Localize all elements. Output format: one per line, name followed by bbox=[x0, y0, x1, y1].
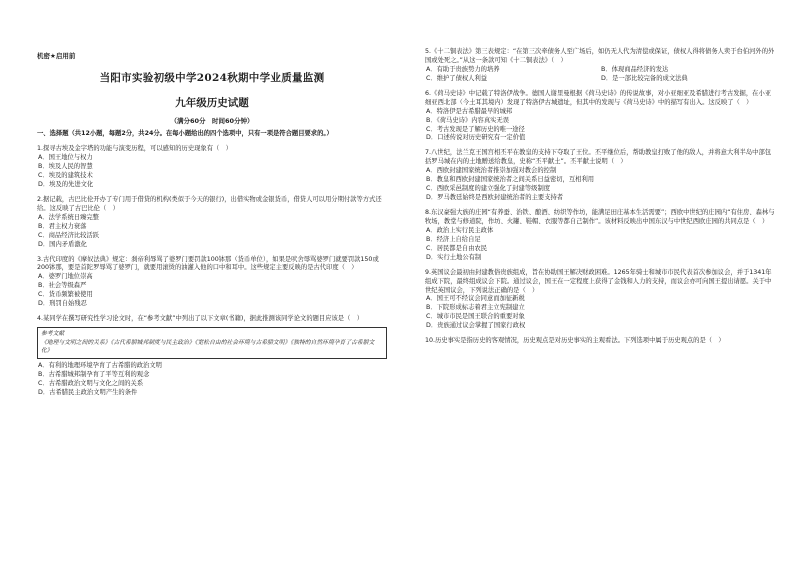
option: C．埃及的建筑技术 bbox=[38, 172, 93, 179]
exam-subtitle: 九年级历史试题 bbox=[175, 97, 249, 110]
option: A．法学系统日臻完整 bbox=[38, 213, 99, 221]
option: D．实行土地公有制 bbox=[426, 253, 482, 261]
question-9 bbox=[425, 269, 775, 332]
option: A．国王地位与权力 bbox=[38, 154, 93, 162]
option: B．社会等级森严 bbox=[38, 282, 87, 290]
option: D．古希腊民主政治文明产生的条件 bbox=[38, 388, 138, 396]
option: C．商品经济比较活跃 bbox=[38, 231, 100, 239]
option: C．考古发现是了解历史的唯一途径 bbox=[426, 125, 525, 133]
option: D．是一部比较完备的成文法典 bbox=[601, 74, 688, 82]
question-5 bbox=[425, 48, 775, 84]
option: A．西欧封建国家统治者推崇加强对教会的控制 bbox=[426, 167, 557, 175]
question-stem: 1.探寻古埃及金字塔的功能与演变历程，可以感知的历史现象有（ ） bbox=[37, 145, 232, 153]
option: D．国内矛盾激化 bbox=[38, 240, 87, 248]
option: C．居民都是自由农民 bbox=[426, 244, 488, 252]
question-2 bbox=[37, 196, 387, 250]
score-time: （满分60分 时间60分钟） bbox=[170, 117, 254, 126]
option: C．西欧采邑制度的建立强化了封建等级制度 bbox=[426, 185, 551, 193]
option: A．特洛伊是古希腊最早的城邦 bbox=[426, 107, 513, 115]
question-stem: 9.英国议会最初由封建教俗贵族组成，旨在协助国王解决财政困难。1265年骑士和城市市民代表首次参加议会，并于1341年组成下院，最终组成议会下院。通过议会，国王在一定程度上获得了金钱和人力的支持，而议会亦可向国王提出请愿。关于中世纪英国议会，下列说法正确的是（ ） bbox=[425, 268, 772, 294]
question-stem: 4.某同学在撰写研究性学习论文时，在“参考文献”中列出了以下文章(书籍)，据此推测该同学论文的题目应该是（ ） bbox=[37, 315, 363, 323]
option: B．教皇和西欧封建国家统治者之间关系日益密切，互相利用 bbox=[426, 176, 595, 184]
option: A．政治上实行民主政体 bbox=[426, 226, 494, 234]
option: A．有助于贵族势力的培养 bbox=[426, 65, 500, 73]
option: C．货币频繁被使用 bbox=[38, 291, 93, 299]
option: D．口述传说对历史研究有一定价值 bbox=[426, 134, 526, 142]
option: B．下院形成标志着君主立宪制建立 bbox=[426, 304, 525, 312]
question-3 bbox=[37, 256, 387, 310]
option: B．经济上自给自足 bbox=[426, 235, 481, 243]
question-stem: 2.据记载，古巴比伦开办了专门用于借贷的机构(类似于今天的银行)，出借实物或金银货币，借贷人可以用分期付款等方式还给。这反映了古巴比伦（ ） bbox=[37, 195, 382, 212]
question-stem: 3.古代印度的《摩奴法典》规定：刹帝利辱骂了婆罗门要罚款100钵那（货币单位），如果是吠舍辱骂婆罗门就要罚款150或200钵那，要是首陀罗辱骂了婆罗门，就要用滚烫的油灌入他的口中和耳中。这些规定主要反映的是古代印度（ ） bbox=[37, 255, 379, 272]
option: B．古希腊城邦制孕育了平等互利的观念 bbox=[38, 371, 150, 379]
option: C．城市市民是国王联合的重要对象 bbox=[426, 313, 525, 321]
secret-label: 机密★启用前 bbox=[37, 52, 76, 60]
option: D．埃及的先进文化 bbox=[38, 180, 94, 188]
question-1 bbox=[37, 145, 387, 190]
question-7 bbox=[425, 149, 775, 203]
option: C．维护了债权人利益 bbox=[426, 74, 488, 82]
question-stem: 6.《荷马史诗》中记载了特洛伊战争。德国人谢里曼根据《荷马史诗》的传说故事，对小亚细亚及希腊进行考古发掘，在小亚细亚西北部（今土耳其境内）发现了特洛伊古城遗址，但其中的发现与《荷马史诗》中的描写有出入。这反映了（ ） bbox=[425, 89, 772, 106]
option-grid bbox=[425, 66, 775, 84]
option: B．体现商品经济的发达 bbox=[601, 65, 669, 73]
question-stem: 5.《十二铜表法》第三表规定：“在第三次牵债务人至广场后，如仍无人代为清偿或保证，债权人得将债务人卖于台伯河外的外国或处死之。”从这一条款可知《十二铜表法》（ ） bbox=[425, 48, 775, 64]
question-stem: 7.八世纪，法兰克王国宫相丕平在教皇的支持下夺取了王位。丕平继位后，帮助教皇打败了他的敌人，并将意大利半岛中部包括罗马城在内的土地赠送给教皇，史称“丕平献土”。丕平献土说明（ ） bbox=[425, 149, 772, 166]
exam-title: 当阳市实验初级中学2024秋期中学业质量监测 bbox=[99, 72, 325, 85]
option: B．埃及人民的智慧 bbox=[38, 163, 93, 171]
reference-title: 参考文献 bbox=[41, 331, 65, 338]
reference-body: 《地理与文明之间的关系》《古代希腊城邦制度与民主政治》《宽松自由的社会环境与古希腊文明》《独特的自然环境孕育了古希腊文化》 bbox=[41, 339, 375, 355]
option: A．国王可不经议会同意而加征新税 bbox=[426, 295, 525, 303]
question-8 bbox=[425, 209, 775, 263]
right-column bbox=[425, 48, 775, 346]
question-stem: 10.历史事实是指历史的客观情况，历史观点是对历史事实的主观看法。下列选项中属于历史观点的是（ ） bbox=[425, 337, 725, 345]
question-stem: 8.东汉豪强大族的庄园“有养蚕、治铁、酿酒、纺织等作坊，能满足田庄基本生活需要”；西欧中世纪的庄园内“有住房、森林与牧场，教堂与修道院，作坊、火罐、鞋帽、衣服等都自己制作”。该材料反映出中国东汉与中世纪西欧庄园的共同点是（ ） bbox=[425, 209, 775, 225]
question-10 bbox=[425, 337, 775, 346]
reference-box bbox=[37, 327, 387, 359]
option: B．《荷马史诗》内容真实无误 bbox=[426, 116, 510, 124]
option: D．刑罚自始残忍 bbox=[38, 300, 87, 308]
option: C．古希腊政治文明与文化之间的关系 bbox=[38, 380, 144, 387]
option: D．罗马教廷始终是西欧封建统治者的主要支持者 bbox=[426, 194, 564, 202]
option: A．婆罗门地位崇高 bbox=[38, 273, 93, 281]
option: B．君主权力衰落 bbox=[38, 222, 87, 230]
option: A．有利的地理环境孕育了古希腊的政治文明 bbox=[38, 362, 162, 370]
left-column bbox=[37, 0, 387, 398]
section-instructions: 一、选择题（共12小题，每题2分，共24分。在每小题给出的四个选项中，只有一项是符合题目要求的。） bbox=[37, 130, 333, 138]
question-4 bbox=[37, 315, 387, 398]
option: D．贵族通过议会掌握了国家行政权 bbox=[426, 322, 526, 330]
question-6 bbox=[425, 90, 775, 144]
